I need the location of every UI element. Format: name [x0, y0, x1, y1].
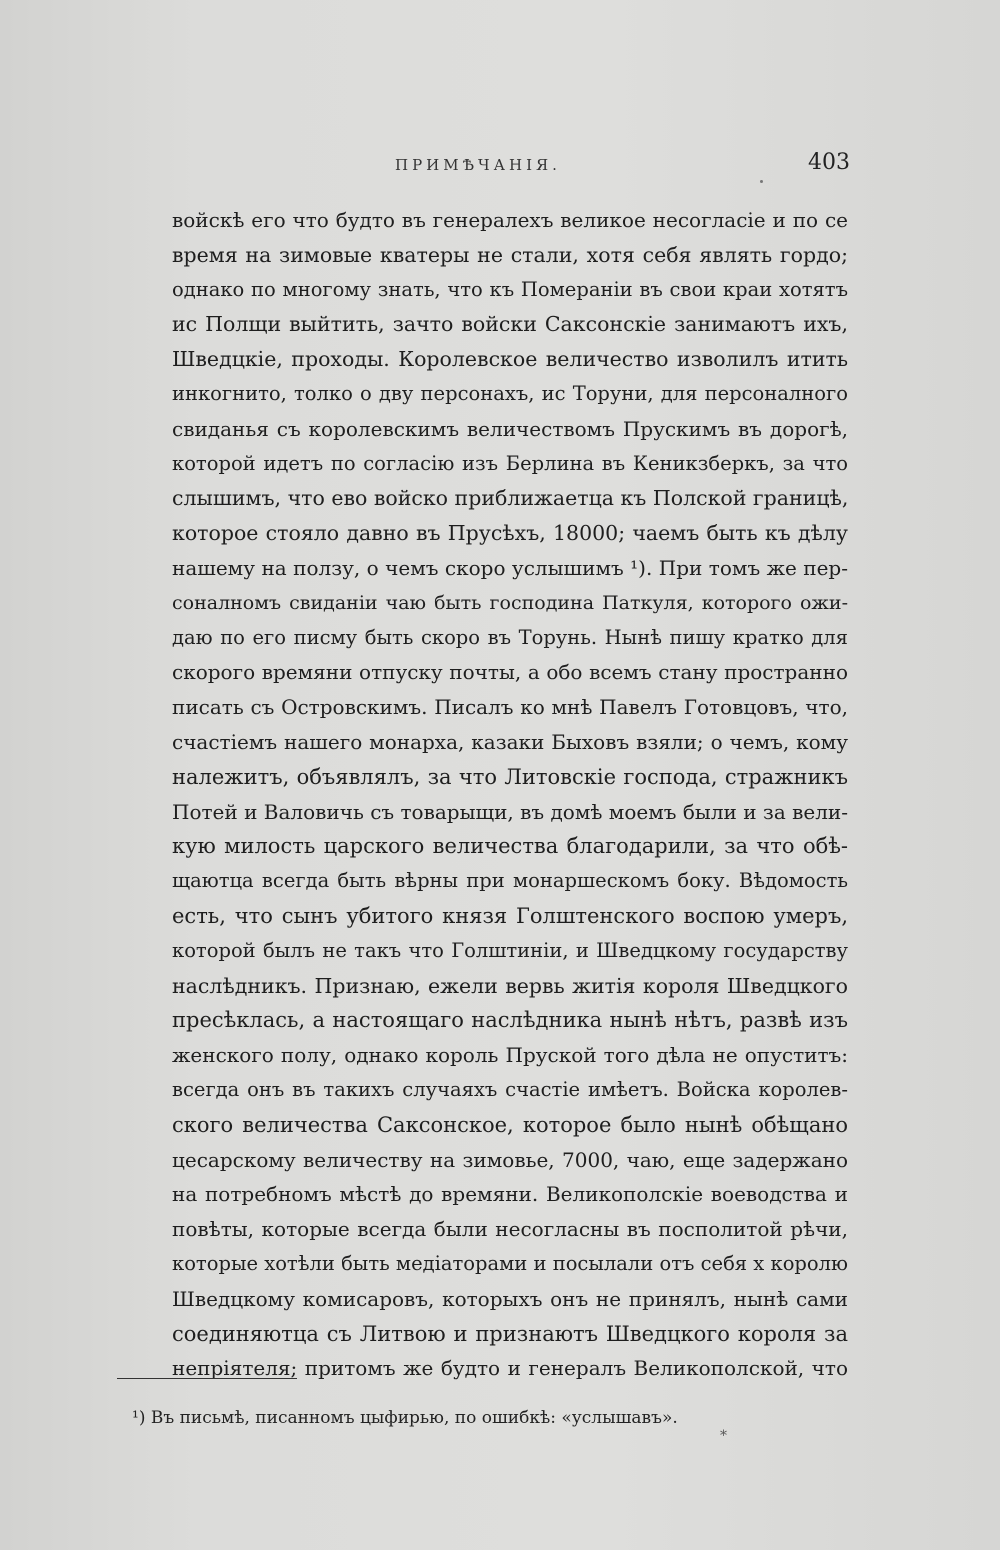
- text-line: которой идетъ по согласію изъ Берлина въ Кеникзберкъ, за что: [172, 451, 848, 475]
- text-line: кую милость царского величества благодарили, за что обѣ-: [172, 834, 848, 859]
- ink-spot: [760, 180, 763, 183]
- text-line: на потребномъ мѣстѣ до времяни. Великополскіе воеводства и: [172, 1182, 848, 1207]
- footnote: ¹) Въ письмѣ, писанномъ цыфирью, по ошибкѣ: «услышавъ».: [132, 1408, 678, 1428]
- text-line: которой былъ не такъ что Голштиніи, и Шведцкому государству: [172, 938, 848, 962]
- text-line: которое стояло давно въ Прусѣхъ, 18000; чаемъ быть къ дѣлу: [172, 521, 848, 546]
- text-line: счастіемъ нашего монарха, казаки Быховъ взяли; о чемъ, кому: [172, 729, 848, 754]
- running-header: ПРИМѢЧАНІЯ.: [395, 156, 561, 174]
- text-line: соединяютца съ Литвою и признаютъ Шведцкого короля за: [172, 1321, 848, 1346]
- text-line: повѣты, которые всегда были несогласны въ посполитой рѣчи,: [172, 1217, 848, 1242]
- text-line: щаютца всегда быть вѣрны при монаршескомъ боку. Вѣдомость: [172, 869, 848, 893]
- text-line: войскѣ его что будто въ генералехъ великое несогласіе и по се: [172, 208, 848, 232]
- text-line: однако по многому знать, что къ Помераніи въ свои краи хотятъ: [172, 277, 848, 301]
- text-line: инкогнито, толко о дву персонахъ, ис Торуни, для персоналного: [172, 381, 848, 405]
- text-line: даю по его писму быть скоро въ Торунь. Нынѣ пишу кратко для: [172, 625, 848, 649]
- footnote-divider: [117, 1378, 297, 1379]
- text-line: женского полу, однако король Пруской того дѣла не опуститъ:: [172, 1043, 848, 1068]
- text-line: время на зимовые кватеры не стали, хотя себя являть гордо;: [172, 242, 848, 267]
- body-text: [172, 203, 848, 1386]
- text-line: належитъ, объявлялъ, за что Литовскіе господа, стражникъ: [172, 764, 848, 789]
- text-line: Шведцкіе, проходы. Королевское величество изволилъ итить: [172, 347, 848, 372]
- text-line: ис Полщи выйтить, зачто войски Саксонскіе занимаютъ ихъ,: [172, 312, 848, 337]
- text-line: нашему на ползу, о чемъ скоро услышимъ ¹). При томъ же пер-: [172, 555, 848, 580]
- text-line: есть, что сынъ убитого князя Голштенского воспою умеръ,: [172, 903, 848, 928]
- text-line: соналномъ свиданіи чаю быть господина Паткуля, которого ожи-: [172, 591, 848, 614]
- text-line: цесарскому величеству на зимовье, 7000, чаю, еще задержано: [172, 1147, 848, 1172]
- text-line: Шведцкому комисаровъ, которыхъ онъ не принялъ, нынѣ сами: [172, 1286, 848, 1311]
- text-line: непріятеля; притомъ же будто и генералъ Великополской, что: [172, 1356, 848, 1381]
- text-line: Потей и Валовичь съ товарыщи, въ домѣ моемъ были и за вели-: [172, 799, 848, 824]
- text-line: свиданья съ королевскимъ величествомъ Прускимъ въ дорогѣ,: [172, 416, 848, 441]
- text-line: наслѣдникъ. Признаю, ежели вервь житія короля Шведцкого: [172, 973, 848, 998]
- text-line: всегда онъ въ такихъ случаяхъ счастіе имѣетъ. Войска королев-: [172, 1077, 848, 1101]
- text-line: пресѣклась, а настоящаго наслѣдника нынѣ нѣтъ, развѣ изъ: [172, 1008, 848, 1033]
- text-line: которые хотѣли быть медіаторами и посылали отъ себя х королю: [172, 1251, 848, 1275]
- text-line: слышимъ, что ево войско приближаетца къ Полской границѣ,: [172, 486, 848, 511]
- asterisk-mark: *: [720, 1428, 727, 1444]
- text-line: писать съ Островскимъ. Писалъ ко мнѣ Павелъ Готовцовъ, что,: [172, 695, 848, 720]
- text-line: скорого времяни отпуску почты, а обо всемъ стану пространно: [172, 660, 848, 685]
- page-number: 403: [808, 150, 850, 175]
- text-line: ского величества Саксонское, которое было нынѣ обѣщано: [172, 1112, 848, 1137]
